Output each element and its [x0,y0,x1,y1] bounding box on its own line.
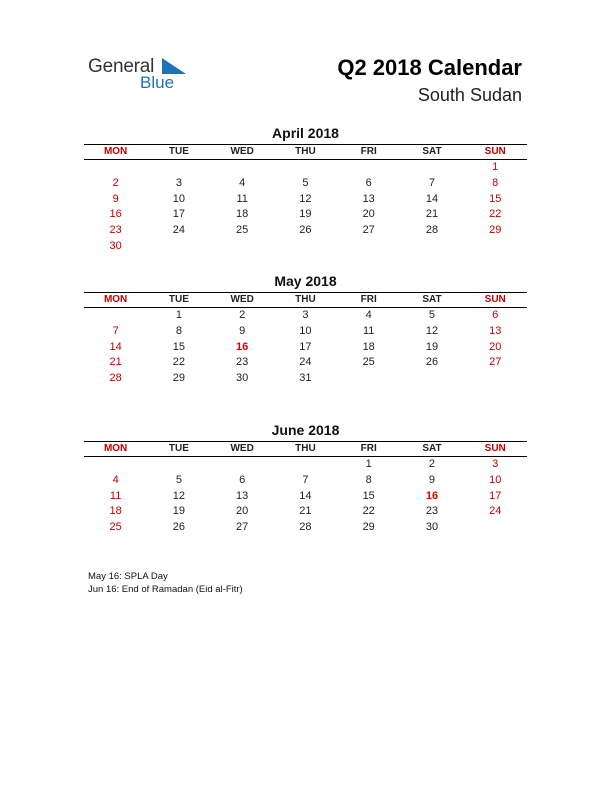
weekday-label: WED [230,443,254,454]
brand-word-general: General [88,56,155,77]
day-cell [337,160,400,176]
day-cell: 7 [302,473,309,486]
day-cell: 3 [175,176,182,189]
day-cell: 19 [425,340,439,353]
day-cell [337,239,400,255]
weekday-label: WED [230,294,254,305]
brand-logo [88,56,198,96]
week-row [84,160,527,176]
day-cell: 13 [236,489,249,502]
weekday-header [84,441,527,457]
week-row [84,308,527,324]
day-cell: 20 [236,505,249,518]
day-cell: 17 [299,340,312,353]
day-cell: 1 [492,161,499,173]
month-title: June 2018 [271,422,340,438]
day-cell: 14 [425,192,439,205]
day-cell: 2 [428,458,436,470]
weekday-header [84,292,527,308]
day-cell: 29 [172,372,186,385]
brand-word-blue: Blue [140,73,175,92]
month-title: May 2018 [274,273,337,289]
day-cell: 27 [489,356,502,369]
week-row [84,340,527,356]
weekday-label: TUE [168,146,189,157]
month-june [84,421,527,536]
day-cell: 16 [109,208,122,221]
day-cell [400,371,463,387]
week-row [84,223,527,239]
day-cell: 21 [109,356,122,369]
day-cell: 21 [425,208,439,221]
day-cell: 26 [299,224,312,237]
weekday-label: MON [103,443,128,454]
month-title: April 2018 [272,125,339,141]
day-cell: 7 [428,176,436,189]
day-cell: 26 [425,356,439,369]
day-cell: 3 [302,309,309,321]
day-cell [274,239,337,255]
week-row [84,192,527,208]
day-cell: 15 [172,340,186,353]
day-cell [400,239,463,255]
day-cell: 24 [172,224,186,237]
weekday-label: TUE [168,294,189,305]
day-cell: 2 [112,176,119,189]
day-cell: 3 [492,458,499,470]
day-cell [84,457,147,473]
day-cell [147,160,210,176]
day-cell: 6 [365,176,372,189]
day-cell [84,160,147,176]
day-cell: 9 [112,192,119,205]
week-row [84,324,527,340]
day-cell: 4 [112,473,119,486]
day-cell [211,457,274,473]
day-cell: 18 [236,208,249,221]
day-cell: 1 [175,309,182,321]
day-cell: 23 [236,356,249,369]
day-cell: 25 [362,356,375,369]
day-cell: 16 [425,489,439,502]
day-cell: 16 [236,340,249,353]
day-cell: 20 [362,208,375,221]
day-cell: 10 [489,473,502,486]
day-cell [464,239,527,255]
day-cell: 18 [109,505,122,518]
day-cell: 8 [492,176,499,189]
day-cell: 28 [109,372,122,385]
day-cell: 19 [172,505,186,518]
day-cell: 9 [239,324,246,337]
day-cell: 31 [299,372,312,385]
weekday-label: WED [230,146,254,157]
day-cell: 21 [299,505,312,518]
week-row [84,355,527,371]
week-row [84,207,527,223]
week-row [84,239,527,255]
day-cell: 9 [428,473,436,486]
day-cell: 22 [172,356,186,369]
day-cell: 10 [172,192,186,205]
month-grid [84,457,527,536]
weekday-label: FRI [360,146,377,157]
week-row [84,176,527,192]
weekday-label: FRI [360,443,377,454]
weekday-label: SAT [422,443,442,454]
day-cell: 5 [302,176,309,189]
day-cell: 28 [425,224,439,237]
day-cell: 25 [236,224,249,237]
weekday-label: MON [103,146,128,157]
day-cell: 4 [239,176,246,189]
day-cell: 13 [489,324,502,337]
day-cell: 19 [299,208,312,221]
day-cell: 2 [239,309,246,321]
day-cell: 29 [489,224,502,237]
day-cell: 27 [362,224,375,237]
day-cell [84,308,147,324]
month-may [84,272,527,387]
day-cell [274,457,337,473]
day-cell: 6 [239,473,246,486]
month-april [84,124,527,255]
day-cell: 8 [365,473,372,486]
day-cell [211,239,274,255]
week-row [84,520,527,536]
day-cell: 30 [425,521,439,534]
day-cell: 23 [109,224,122,237]
day-cell [274,160,337,176]
day-cell: 28 [299,521,312,534]
day-cell: 23 [425,505,439,518]
day-cell: 11 [362,324,375,337]
flag-icon [162,58,186,74]
day-cell: 11 [236,192,248,205]
day-cell: 25 [109,521,122,534]
day-cell: 24 [299,356,312,369]
weekday-header [84,144,527,160]
day-cell [464,520,527,536]
week-row [84,371,527,387]
day-cell: 7 [112,324,119,337]
day-cell: 22 [362,505,375,518]
day-cell: 14 [109,340,122,353]
holiday-note: May 16: SPLA Day [88,571,168,582]
weekday-label: MON [103,294,128,305]
day-cell: 12 [172,489,186,502]
country-name: South Sudan [417,85,522,105]
weekday-label: SUN [484,294,506,305]
weekday-label: SAT [422,294,442,305]
day-cell: 22 [489,208,502,221]
day-cell: 15 [489,192,502,205]
day-cell: 13 [362,192,375,205]
day-cell: 30 [109,239,122,252]
day-cell: 8 [175,324,182,337]
month-grid [84,308,527,387]
weekday-label: THU [295,443,316,454]
weekday-label: SUN [484,443,506,454]
week-row [84,504,527,520]
day-cell [147,457,210,473]
weekday-label: TUE [168,443,189,454]
day-cell: 20 [489,340,502,353]
holiday-note: Jun 16: End of Ramadan (Eid al-Fitr) [88,584,243,595]
day-cell: 15 [362,489,375,502]
day-cell: 11 [109,489,122,502]
holiday-notes [88,570,243,596]
day-cell: 12 [299,192,312,205]
day-cell [147,239,210,255]
day-cell: 27 [236,521,249,534]
day-cell: 30 [236,372,249,385]
week-row [84,473,527,489]
week-row [84,489,527,505]
day-cell: 10 [299,324,312,337]
month-grid [84,160,527,255]
weekday-label: THU [295,146,316,157]
weekday-label: SUN [484,146,506,157]
day-cell: 24 [489,505,502,518]
day-cell: 12 [425,324,439,337]
day-cell: 18 [362,340,375,353]
page-title: Q2 2018 Calendar [337,55,522,80]
day-cell [464,371,527,387]
weekday-label: THU [295,294,316,305]
day-cell: 5 [428,309,436,321]
day-cell [337,371,400,387]
weekday-label: FRI [360,294,377,305]
day-cell: 29 [362,521,375,534]
day-cell [211,160,274,176]
day-cell [400,160,463,176]
day-cell: 1 [365,458,372,470]
day-cell: 4 [365,309,372,321]
day-cell: 6 [492,309,499,321]
day-cell: 26 [172,521,186,534]
day-cell: 17 [172,208,186,221]
day-cell: 17 [489,489,502,502]
day-cell: 5 [175,473,182,486]
day-cell: 14 [299,489,312,502]
week-row [84,457,527,473]
weekday-label: SAT [422,146,442,157]
